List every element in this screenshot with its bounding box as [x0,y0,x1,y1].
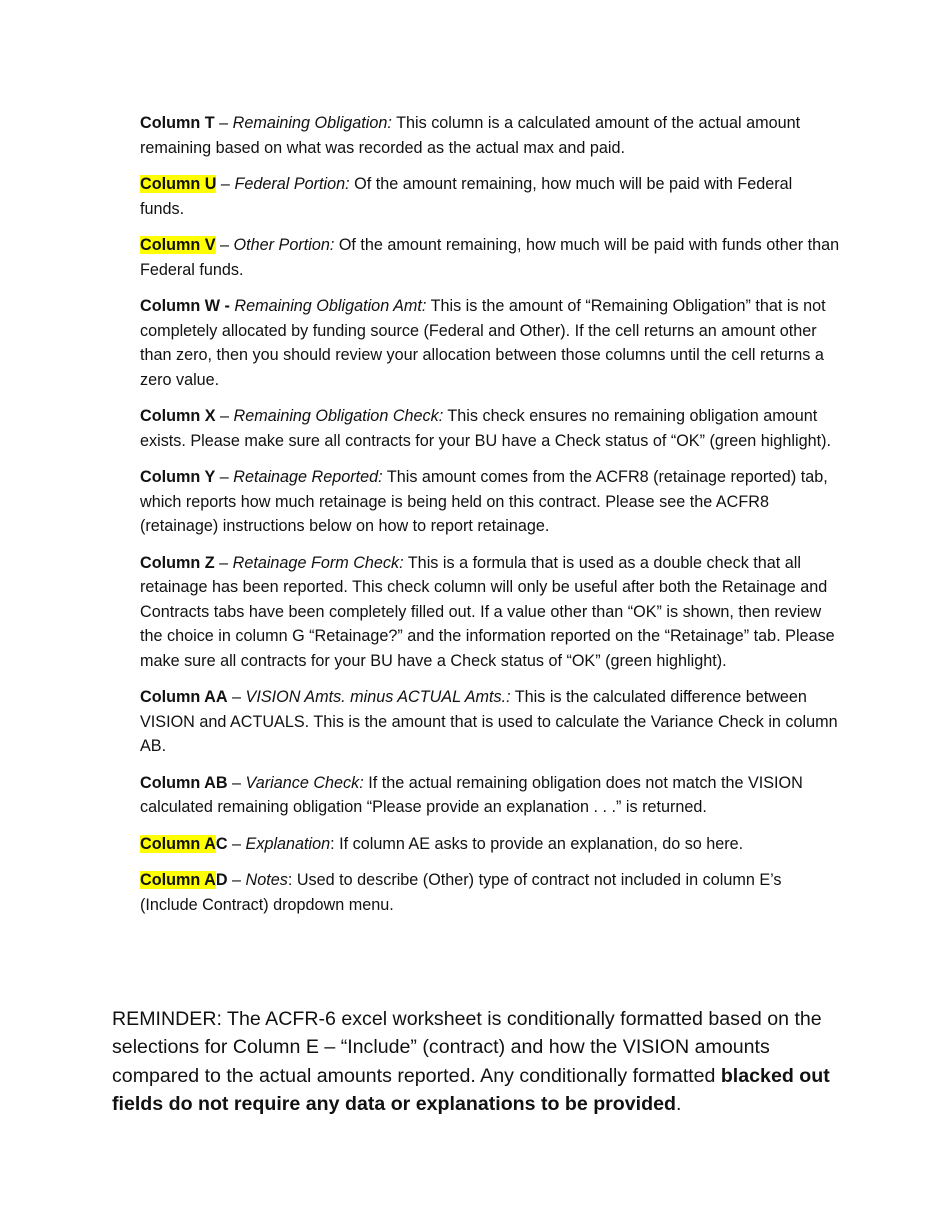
column-label: Column W - [140,297,230,315]
column-label: Column AB [140,773,228,792]
entry-column-ac: Column AC – Explanation: If column AE asks to provide an explanation, do so here. [140,834,744,853]
column-title: Explanation [245,834,331,853]
column-description: This amount comes from the ACFR8 (retainage reported) tab, which reports how much retainage is being held on this contract. Please see the ACFR8 (retainage) instructions below on how to report retainage. [140,468,828,535]
column-description: This is the amount of “Remaining Obligation” that is not completely allocated by funding source (Federal and Other). If the cell returns an amount other than zero, then you should review your allocation between those columns until the cell returns a zero value. [140,297,826,389]
entry-column-ab: Column AB – Variance Check: If the actual remaining obligation does not match the VISION calculated remaining obligation “Please provide an explanation . . .” is returned. [140,773,803,816]
column-description: This is a formula that is used as a double check that all retainage has been reported. This check column will only be useful after both the Retainage and Contracts tabs have been completely filled out. If a value other than “OK” is shown, then review the choice in column G “Retainage?” and the information reported on the “Retainage” tab. Please make sure all contracts for your BU have a Check status of “OK” (green highlight). [140,553,835,670]
column-title: Remaining Obligation Amt: [234,297,427,315]
column-label: Column AD [140,871,228,889]
column-title: Remaining Obligation Check: [233,407,444,425]
column-title: Notes [245,871,288,889]
column-title: Retainage Form Check: [232,553,404,572]
column-label-highlighted: Column U [140,175,217,193]
entry-column-y: Column Y – Retainage Reported: This amount comes from the ACFR8 (retainage reported) tab, which reports how much retainage is being held on this contract. Please see the ACFR8 (retainage) instructions below on how to report retainage. [140,468,828,535]
column-title: Federal Portion: [234,175,350,193]
entry-column-x: Column X – Remaining Obligation Check: This check ensures no remaining obligation amount exists. Please make sure all contracts for your BU have a Check status of “OK” (green highlight). [140,407,831,450]
column-label: Column T [140,114,215,132]
entry-column-ad: Column AD – Notes: Used to describe (Other) type of contract not included in column E’s (Include Contract) dropdown menu. [140,871,782,914]
column-title: VISION Amts. minus ACTUAL Amts.: [245,688,511,706]
column-title: Variance Check: [245,773,364,792]
column-label: Column Z [140,553,215,572]
column-description: Of the amount remaining, how much will be paid with funds other than Federal funds. [140,236,840,279]
reminder-bold-text: blacked out fields do not require any data or explanations to be provided [112,1064,830,1116]
column-description: This column is a calculated amount of the actual amount remaining based on what was recorded as the actual max and paid. [140,114,801,157]
column-label: Column X [140,407,216,425]
column-description: Of the amount remaining, how much will be paid with Federal funds. [140,175,793,218]
reminder-paragraph: REMINDER: The ACFR-6 excel worksheet is conditionally formatted based on the selections for Column E – “Include” (contract) and how the VISION amounts compared to the actual amounts reported. Any conditionally formatted blacked out fields do not require any data or explanations to be provided. [112,1007,830,1116]
column-label-highlighted: Column A [140,834,216,853]
entry-column-z: Column Z – Retainage Form Check: This is a formula that is used as a double check that all retainage has been reported. This check column will only be useful after both the Retainage and Contracts tabs have been completely filled out. If a value other than “OK” is shown, then review the choice in column G “Retainage?” and the information reported on the “Retainage” tab. Please make sure all contracts for your BU have a Check status of “OK” (green highlight). [140,553,835,670]
column-label: Column Y [140,468,216,486]
column-description: If the actual remaining obligation does not match the VISION calculated remaining obligation “Please provide an explanation . . .” is returned. [140,773,803,816]
column-description: Used to describe (Other) type of contract not included in column E’s (Include Contract) dropdown menu. [140,871,782,914]
column-description: This check ensures no remaining obligation amount exists. Please make sure all contracts for your BU have a Check status of “OK” (green highlight). [140,407,831,450]
column-description: If column AE asks to provide an explanation, do so here. [334,834,744,853]
column-label-highlighted: Column A [140,871,216,889]
column-description: This is the calculated difference between VISION and ACTUALS. This is the amount that is used to calculate the Variance Check in column AB. [140,688,838,755]
column-label: Column AC [140,834,228,853]
entry-column-u: Column U – Federal Portion: Of the amount remaining, how much will be paid with Federal funds. [140,175,793,218]
column-definitions [140,111,840,929]
column-label-highlighted: Column V [140,236,216,254]
column-label: Column AA [140,688,228,706]
entry-column-w [140,294,840,392]
entry-column-v: Column V – Other Portion: Of the amount remaining, how much will be paid with funds other than Federal funds. [140,236,840,279]
entry-column-t: Column T – Remaining Obligation: This column is a calculated amount of the actual amount remaining based on what was recorded as the actual max and paid. [140,114,801,157]
column-title: Retainage Reported: [233,468,383,486]
entry-column-aa: Column AA – VISION Amts. minus ACTUAL Amts.: This is the calculated difference between VISION and ACTUALS. This is the amount that is used to calculate the Variance Check in column AB. [140,688,838,755]
reminder-text: REMINDER: The ACFR-6 excel worksheet is conditionally formatted based on the selections for Column E – “Include” (contract) and how the VISION amounts compared to the actual amounts reported. Any conditionally formatted [112,1007,822,1087]
column-title: Other Portion: [233,236,335,254]
column-title: Remaining Obligation: [232,114,392,132]
